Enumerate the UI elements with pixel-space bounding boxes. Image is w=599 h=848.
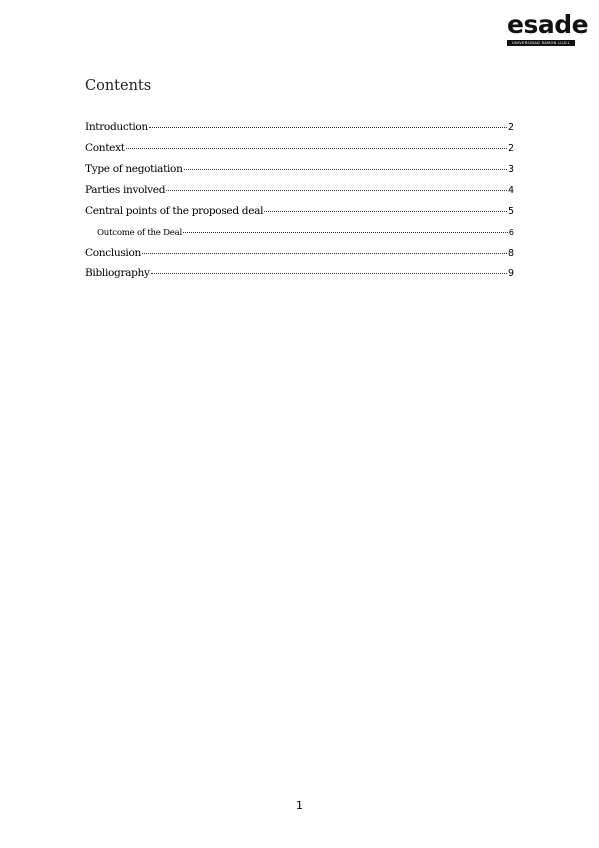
- toc-entry-title: Introduction: [85, 121, 148, 133]
- toc-entry-type-of-negotiation[interactable]: [85, 163, 514, 175]
- toc-entry-introduction[interactable]: [85, 121, 514, 133]
- toc-entry-page: 9: [507, 268, 514, 279]
- page-number: 1: [296, 799, 303, 812]
- toc-entry-page: 5: [507, 206, 514, 217]
- toc-entry-page: 2: [507, 122, 514, 133]
- toc-leader-dots: [166, 190, 507, 191]
- logo-subtitle: UNIVERSIDAD RAMON LLULL: [507, 40, 575, 46]
- toc-entry-title: Bibliography: [85, 267, 150, 279]
- toc-leader-dots: [142, 253, 507, 254]
- toc-leader-dots: [183, 232, 508, 233]
- toc-leader-dots: [126, 148, 507, 149]
- toc-entry-title: Outcome of the Deal: [97, 228, 182, 238]
- toc-entry-bibliography[interactable]: [85, 267, 514, 279]
- toc-entry-title: Central points of the proposed deal: [85, 205, 264, 217]
- logo-wordmark: esade: [507, 10, 589, 39]
- toc-entry-page: 4: [507, 185, 514, 196]
- toc-entry-central-points[interactable]: [85, 205, 514, 217]
- toc-entry-parties-involved[interactable]: [85, 184, 514, 196]
- toc-entry-page: 3: [507, 164, 514, 175]
- toc-leader-dots: [149, 127, 507, 128]
- toc-entry-page: 6: [508, 228, 514, 237]
- toc-entry-title: Parties involved: [85, 184, 166, 196]
- toc-entry-page: 2: [507, 143, 514, 154]
- toc-entry-title: Context: [85, 142, 125, 154]
- toc-entry-outcome-of-the-deal[interactable]: [97, 228, 514, 238]
- toc-heading: Contents: [85, 78, 152, 94]
- toc-leader-dots: [184, 169, 507, 170]
- toc-leader-dots: [151, 273, 507, 274]
- toc-entry-title: Conclusion: [85, 247, 141, 259]
- toc-entry-conclusion[interactable]: [85, 247, 514, 259]
- toc-entry-context[interactable]: [85, 142, 514, 154]
- toc-leader-dots: [264, 211, 507, 212]
- toc-entry-title: Type of negotiation: [85, 163, 183, 175]
- esade-logo: [507, 10, 589, 47]
- toc-entry-page: 8: [507, 248, 514, 259]
